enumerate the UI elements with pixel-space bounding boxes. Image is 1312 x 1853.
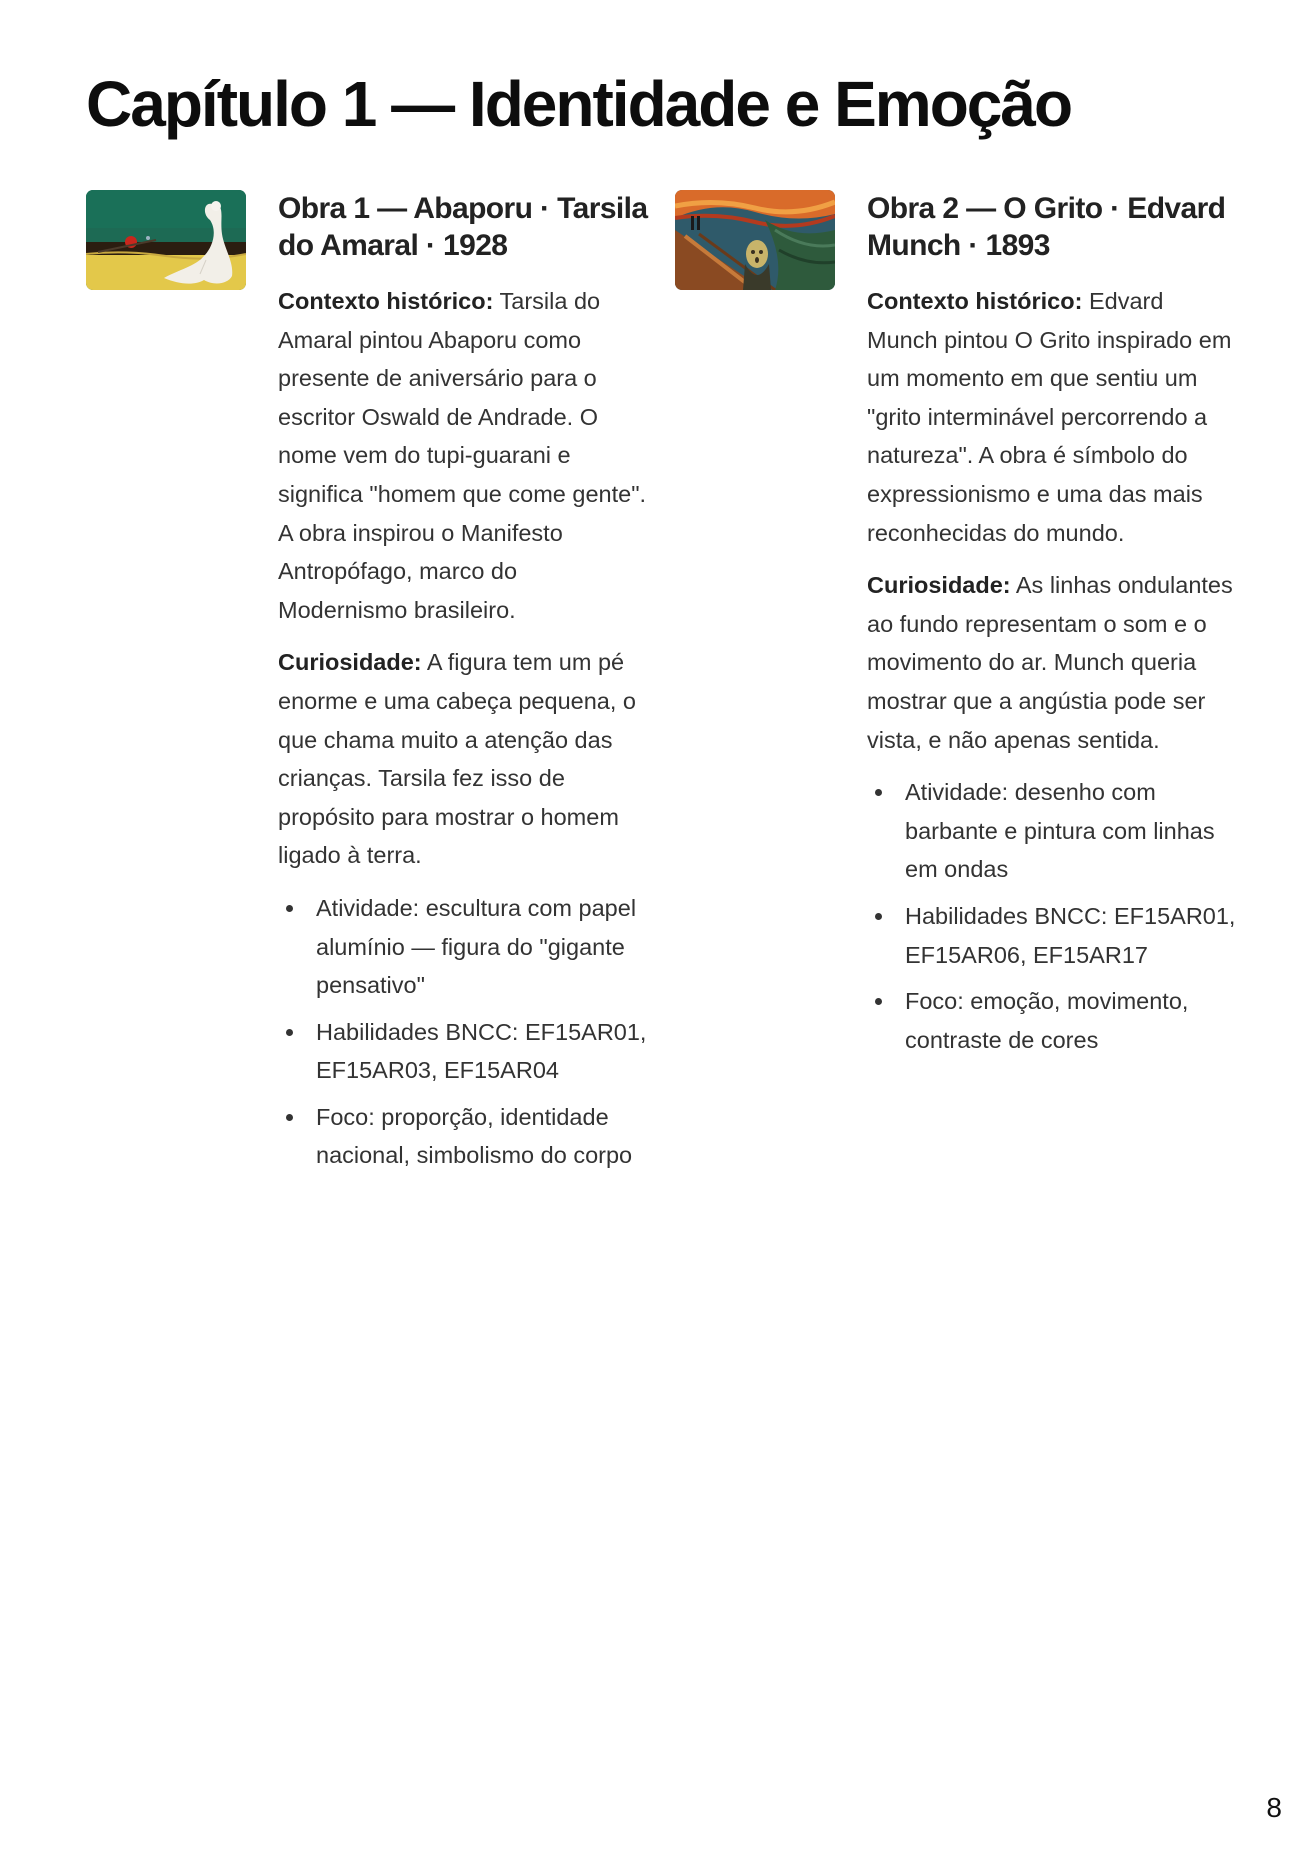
curiosity-text: A figura tem um pé enorme e uma cabeça pequena, o que chama muito a atenção das crianças. Tarsila fez isso de propósito para mostrar o homem ligado à terra. (278, 649, 636, 869)
artwork-text-o-grito (867, 190, 1237, 1067)
work-title: Obra 2 — O Grito · Edvard Munch · 1893 (867, 192, 1226, 262)
list-item: Habilidades BNCC: EF15AR01, EF15AR03, EF15AR04 (316, 1013, 648, 1090)
artwork-text-abaporu (278, 190, 648, 1183)
historical-context (278, 282, 648, 629)
page-number: 8 (1266, 1792, 1282, 1823)
list-item: Foco: emoção, movimento, contraste de cores (905, 982, 1237, 1059)
curiosity (278, 643, 648, 875)
o-grito-painting-image (675, 190, 835, 290)
curiosity-label: Curiosidade: (278, 649, 422, 676)
context-text: Edvard Munch pintou O Grito inspirado em um momento em que sentiu um "grito interminável percorrendo a natureza". A obra é símbolo do expressionismo e uma das mais reconhecidas do mundo. (867, 288, 1232, 546)
details-list (867, 773, 1237, 1059)
curiosity-text: As linhas ondulantes ao fundo representam o som e o movimento do ar. Munch queria mostrar que a angústia pode ser vista, e não apenas sentida. (867, 572, 1233, 753)
abaporu-painting-image (86, 190, 246, 290)
curiosity (867, 566, 1237, 759)
context-label: Contexto histórico: (867, 288, 1083, 314)
list-item: Habilidades BNCC: EF15AR01, EF15AR06, EF15AR17 (905, 897, 1237, 974)
historical-context (867, 282, 1237, 552)
work-title: Obra 1 — Abaporu · Tarsila do Amaral · 1928 (278, 192, 648, 262)
abaporu-thumbnail (86, 190, 246, 290)
details-list (278, 889, 648, 1175)
list-item: Atividade: desenho com barbante e pintura com linhas em ondas (905, 773, 1237, 889)
curiosity-label: Curiosidade: (867, 572, 1011, 599)
context-label: Contexto histórico: (278, 288, 494, 314)
list-item: Foco: proporção, identidade nacional, simbolismo do corpo (316, 1098, 648, 1175)
o-grito-thumbnail (675, 190, 835, 290)
context-text: Tarsila do Amaral pintou Abaporu como presente de aniversário para o escritor Oswald de Andrade. O nome vem do tupi-guarani e significa "homem que come gente". A obra inspirou o Manifesto Antropófago, marco do Modernismo brasileiro. (278, 288, 647, 623)
chapter-title: Capítulo 1 — Identidade e Emoção (86, 68, 1072, 140)
list-item: Atividade: escultura com papel alumínio — figura do "gigante pensativo" (316, 889, 648, 1005)
